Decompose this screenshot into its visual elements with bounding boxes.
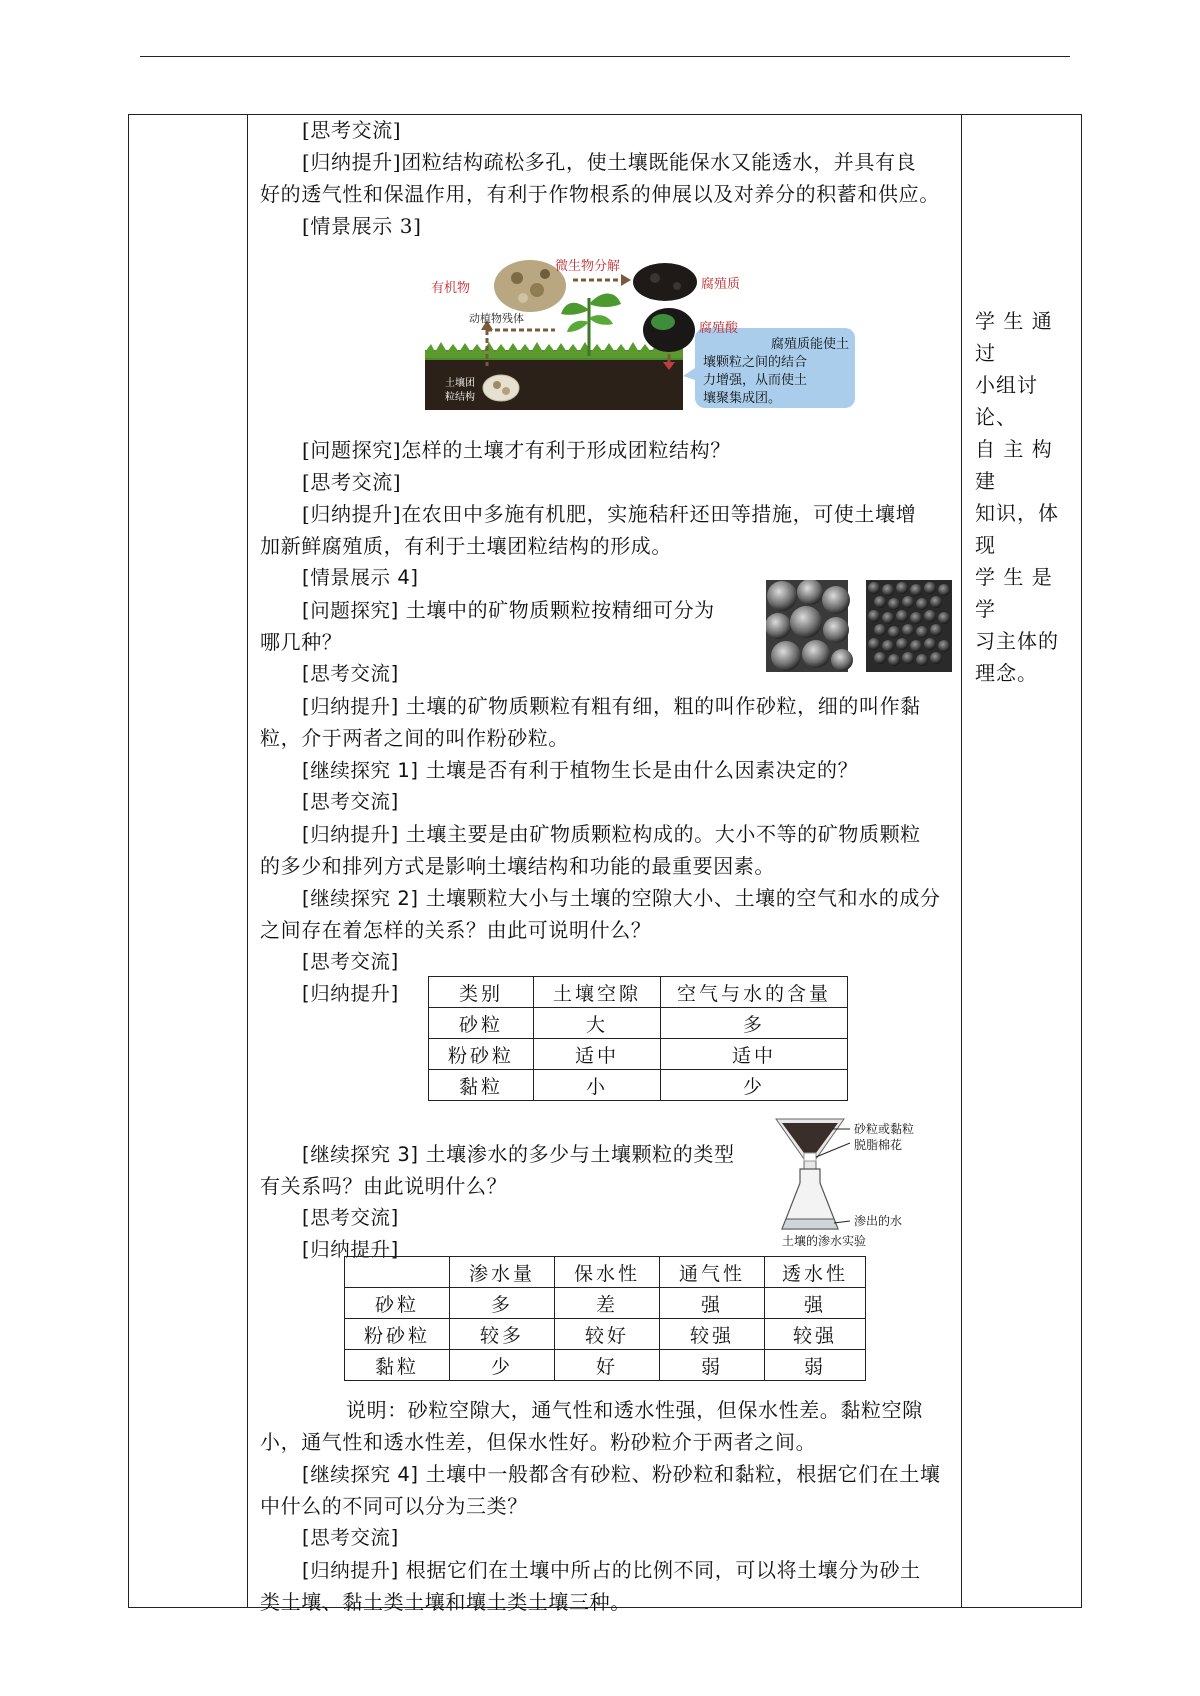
paragraph: 类土壤、黏土类土壤和壤土类土壤三种。 [260,1590,631,1614]
tag: [继续探究 4] [302,1463,419,1486]
table-cell: 差 [555,1288,660,1319]
flask-caption: 土壤的渗水实验 [782,1234,867,1248]
paragraph: [问题探究]怎样的土壤才有利于形成团粒结构？ [302,438,731,462]
infiltration-table [344,1256,866,1381]
table-row [345,1350,866,1381]
note-line: 理念。 [975,661,1038,685]
table-header-cell: 通气性 [660,1257,765,1288]
paragraph: [思考交流] [302,950,399,973]
paragraph: 小，通气性和透水性差，但保水性好。粉砂粒介于两者之间。 [260,1430,817,1454]
paragraph: [归纳提升] [302,1238,399,1261]
table-cell: 少 [450,1350,555,1381]
bubble-line-1: 腐殖质能使土 [770,336,849,351]
bubble-line-4: 壤聚集成团。 [703,390,782,405]
table-header-row [429,977,848,1008]
paragraph: 好的透气性和保温作用，有利于作物根系的伸展以及对养分的积蓄和供应。 [260,182,940,206]
table-cell: 较强 [765,1319,866,1350]
bubble-line-3: 力增强，从而使土 [703,372,808,387]
humus-cycle-illustration [425,258,861,418]
table-header-cell: 空气与水的含量 [661,977,848,1008]
table-row [429,1070,848,1101]
table-cell: 多 [661,1008,848,1039]
table-cell: 较好 [555,1319,660,1350]
flask-label-cotton: 脱脂棉花 [854,1138,903,1152]
paragraph: [思考交流] [302,1526,399,1549]
text: 土壤渗水的多少与土壤颗粒的类型 [418,1142,735,1166]
paragraph: 的多少和排列方式是影响土壤结构和功能的最重要因素。 [260,854,775,878]
flask-label-particles: 砂粒或黏粒 [854,1122,915,1136]
table-row [345,1319,866,1350]
text: 土壤的矿物质颗粒有粗有细，粗的叫作砂粒，细的叫作黏 [398,694,921,718]
table-row [429,1008,848,1039]
text: 土壤中一般都含有砂粒、粉砂粒和黏粒，根据它们在土壤 [418,1462,941,1486]
note-line: 小组讨论、 [975,373,1038,429]
bubble-line-2: 壤颗粒之间的结合 [703,354,808,369]
table-cell: 弱 [660,1350,765,1381]
header-rule [140,56,1070,57]
table-cell: 较多 [450,1319,555,1350]
note-line: 知识，体现 [975,501,1059,557]
paragraph: [思考交流] [302,118,402,142]
soil-particle-photos [766,580,952,672]
paragraph [260,1458,956,1491]
label-residue: 动植物残体 [469,313,524,325]
label-humus: 腐殖质 [701,276,741,291]
paragraph: [归纳提升] [302,982,399,1005]
table-header-cell: 保水性 [555,1257,660,1288]
table-header-row [345,1257,866,1288]
table-cell: 适中 [661,1039,848,1070]
label-organic: 有机物 [431,280,471,295]
tag: [继续探究 1] [302,759,419,782]
table-cell: 小 [534,1070,661,1101]
paragraph: 中什么的不同可以分为三类？ [260,1494,528,1518]
table-cell: 黏粒 [345,1350,450,1381]
table-cell: 黏粒 [429,1070,534,1101]
paragraph: [情景展示 3] [302,214,422,238]
table-cell: 较强 [660,1319,765,1350]
table-header-cell: 类别 [429,977,534,1008]
table-cell: 粉砂粒 [429,1039,534,1070]
table-cell: 少 [661,1070,848,1101]
paragraph: [归纳提升]在农田中多施有机肥，实施秸秆还田等措施，可使土壤增 [302,502,917,526]
paragraph [260,818,956,851]
particle-photo-image [766,580,952,672]
table-cell: 砂粒 [429,1008,534,1039]
text: 土壤主要是由矿物质颗粒构成的。大小不等的矿物质颗粒 [398,822,921,846]
note-line: 自 主 构 建 [975,437,1053,493]
column-divider-1 [247,115,248,1607]
tag: [归纳提升] [302,695,399,718]
table-cell: 弱 [765,1350,866,1381]
paragraph: [情景展示 4] [302,566,419,589]
paragraph [260,754,956,787]
table-cell: 砂粒 [345,1288,450,1319]
tag: [归纳提升] [302,1559,399,1582]
table-row [429,1039,848,1070]
paragraph: [思考交流] [302,662,399,685]
table-cell: 多 [450,1288,555,1319]
humus-cycle-diagram [425,258,861,418]
paragraph [260,690,956,723]
label-aggregate-1: 土壤团 [445,378,475,389]
particle-properties-table [428,976,848,1101]
text: 土壤中的矿物质颗粒按精细可分为 [398,598,715,622]
paragraph: 之间存在着怎样的关系？由此可说明什么？ [260,918,652,942]
table-header-cell: 渗水量 [450,1257,555,1288]
table-header-cell: 透水性 [765,1257,866,1288]
tag: [继续探究 2] [302,887,419,910]
table-cell: 适中 [534,1039,661,1070]
table-cell: 大 [534,1008,661,1039]
table-cell: 强 [660,1288,765,1319]
paragraph: [思考交流] [302,1206,399,1229]
label-aggregate-2: 粒结构 [445,392,475,403]
tag: [问题探究] [302,599,399,622]
note-line: 学 生 通 过 [975,309,1053,365]
paragraph: 说明：砂粒空隙大，通气性和透水性强，但保水性差。黏粒空隙 [346,1398,923,1422]
text: 土壤是否有利于植物生长是由什么因素决定的？ [418,758,859,782]
design-intent-note [975,305,1071,689]
tag: [继续探究 3] [302,1143,419,1166]
table-cell: 强 [765,1288,866,1319]
flask-label-water: 渗出的水 [854,1214,903,1228]
paragraph: [归纳提升]团粒结构疏松多孔，使土壤既能保水又能透水，并具有良 [302,150,917,174]
paragraph: [思考交流] [302,470,402,494]
table-header-cell [345,1257,450,1288]
paragraph: 哪几种？ [260,630,343,654]
note-line: 学 生 是 学 [975,565,1053,621]
paragraph: [思考交流] [302,790,399,813]
paragraph: 有关系吗？由此说明什么？ [260,1174,508,1198]
paragraph: 粒，介于两者之间的叫作粉砂粒。 [260,726,569,750]
paragraph [260,882,956,915]
paragraph: 加新鲜腐殖质，有利于土壤团粒结构的形成。 [260,534,672,558]
label-microbe: 微生物分解 [555,258,621,273]
text: 土壤颗粒大小与土壤的空隙大小、土壤的空气和水的成分 [418,886,941,910]
label-humic-acid: 腐殖酸 [699,320,739,335]
paragraph [260,1554,956,1587]
note-line: 习主体的 [975,629,1059,653]
infiltration-experiment-figure [772,1113,962,1249]
table-cell: 好 [555,1350,660,1381]
table-row [345,1288,866,1319]
flask-illustration [772,1113,962,1249]
table-cell: 粉砂粒 [345,1319,450,1350]
tag: [归纳提升] [302,823,399,846]
text: 根据它们在土壤中所占的比例不同，可以将土壤分为砂土 [398,1558,921,1582]
table-header-cell: 土壤空隙 [534,977,661,1008]
column-divider-2 [961,115,962,1607]
